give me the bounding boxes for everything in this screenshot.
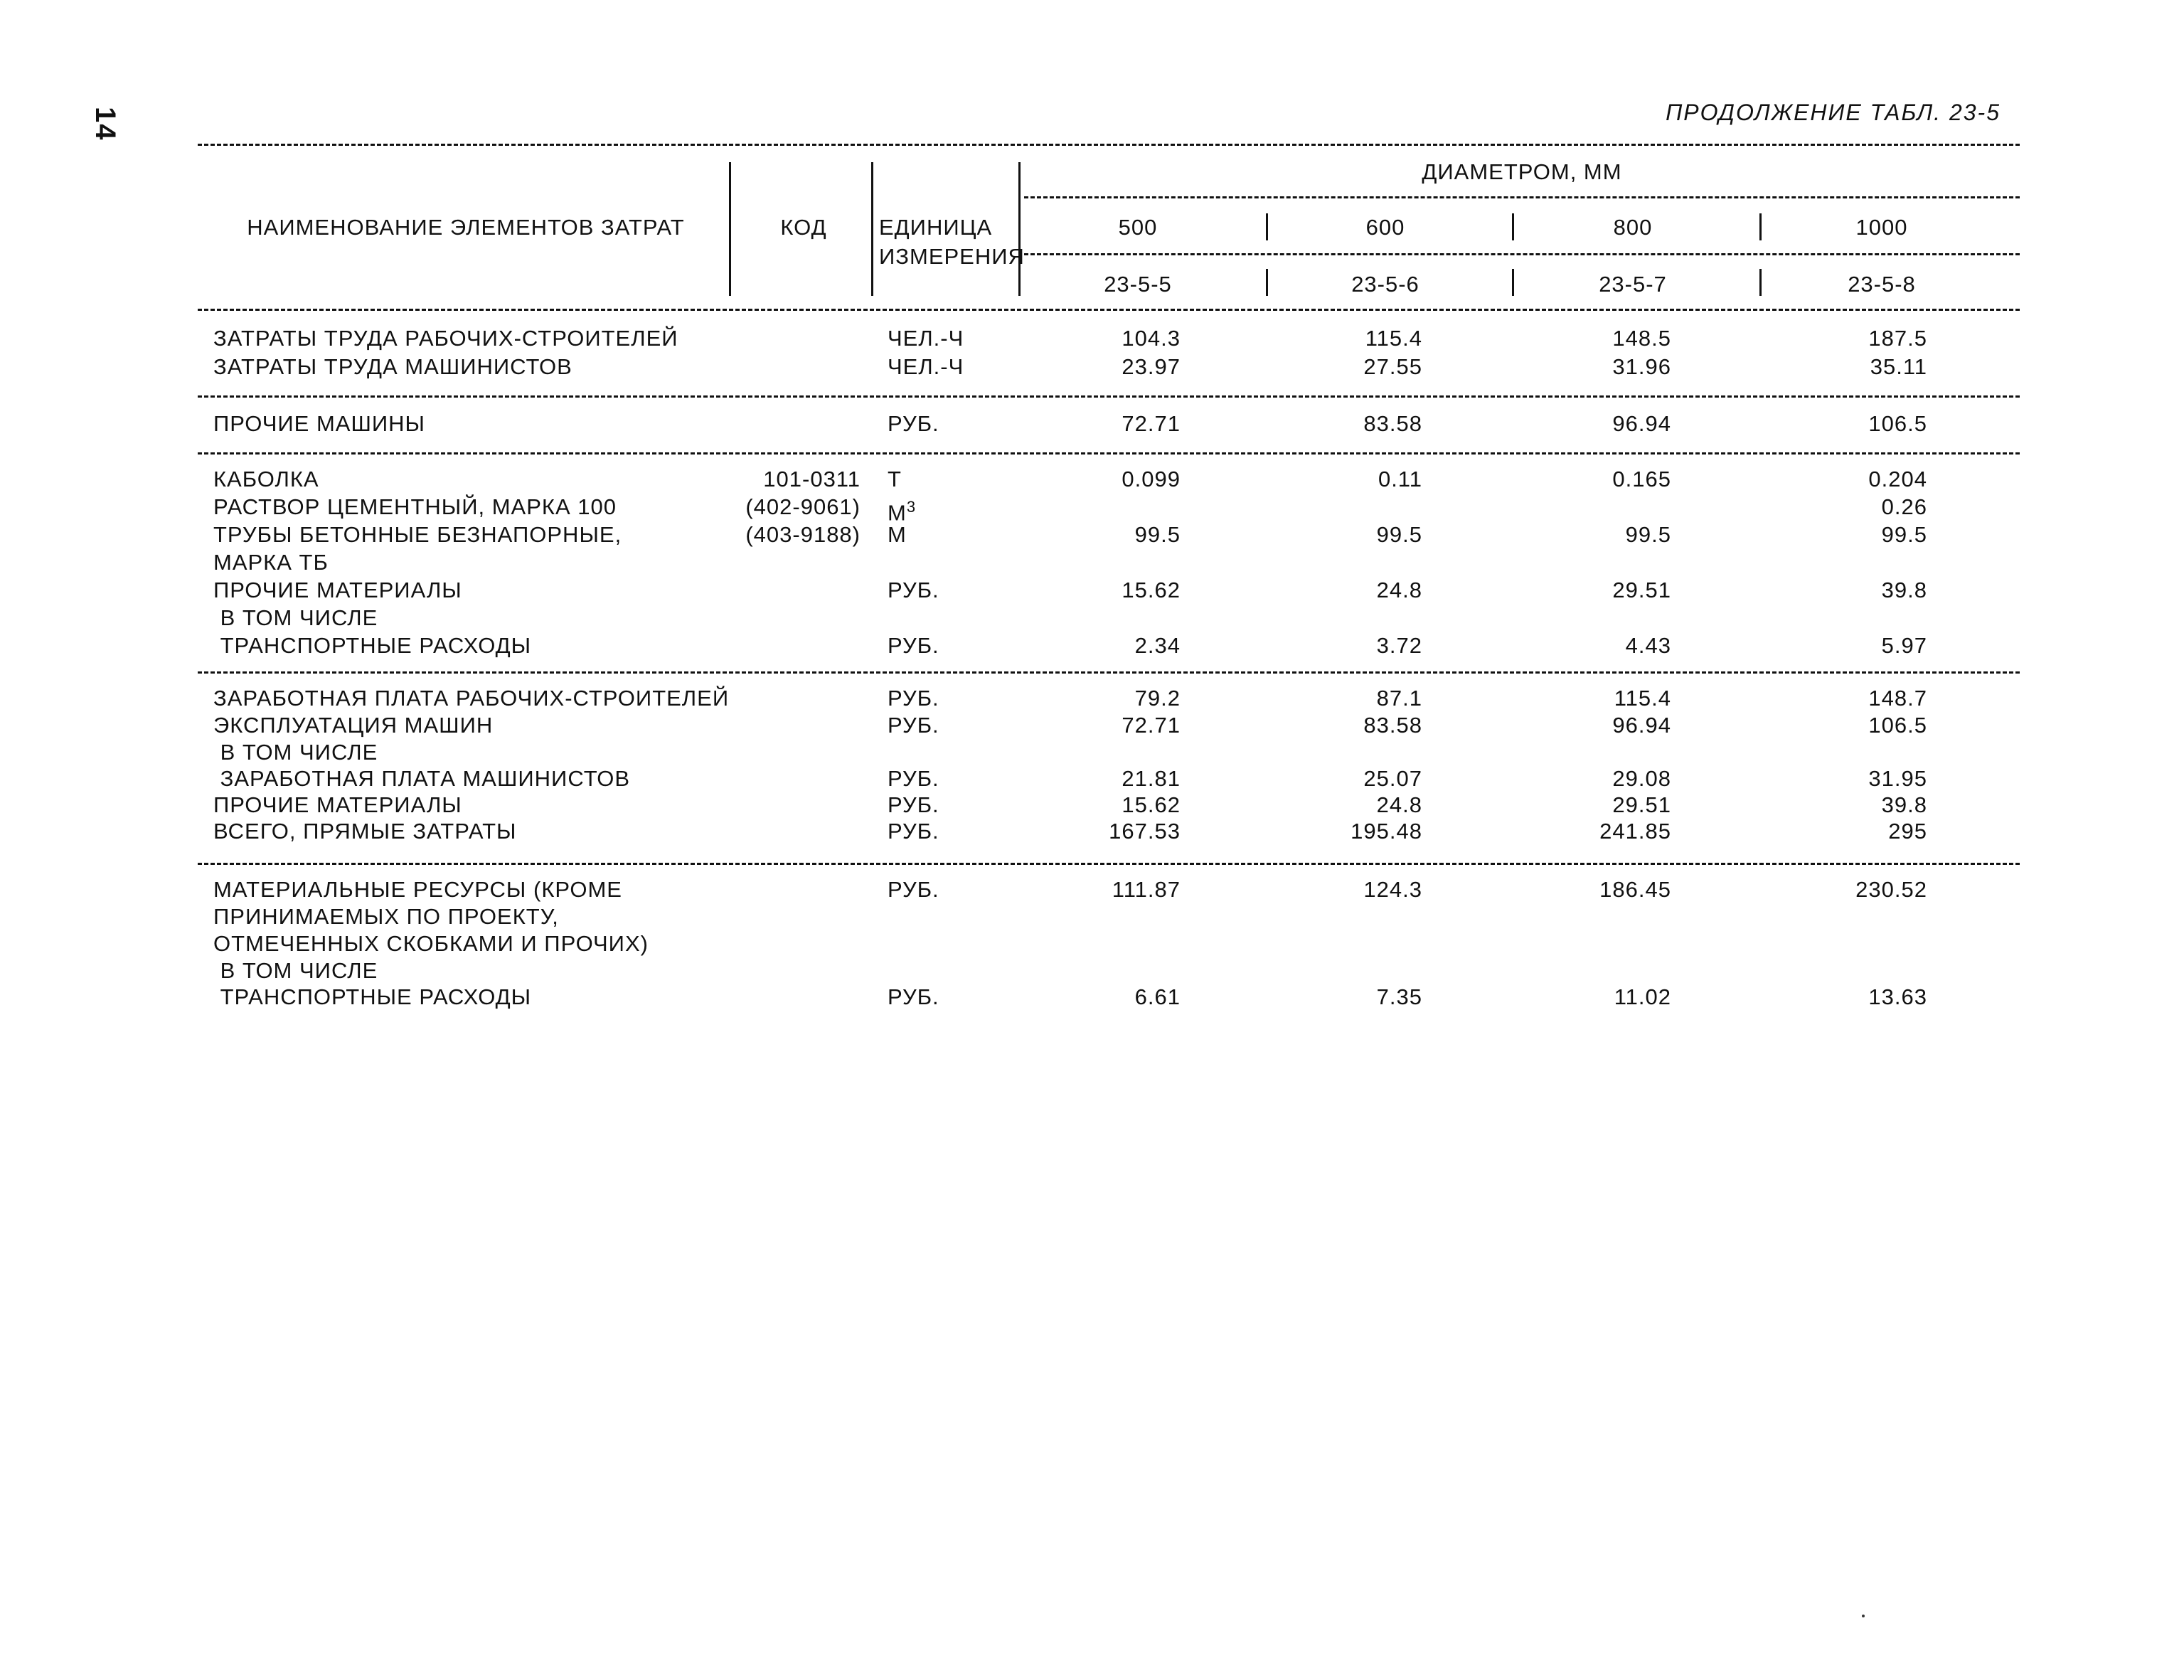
row-value: 35.11 — [1870, 354, 1927, 379]
row-unit — [888, 326, 964, 351]
row-value: 99.5 — [1376, 522, 1422, 547]
row-name: ПРОЧИЕ МАШИНЫ — [213, 411, 425, 436]
row-value: 0.204 — [1868, 467, 1927, 491]
row-value: 167.53 — [1109, 819, 1181, 844]
horizontal-rule — [198, 395, 2020, 398]
row-unit-text: РУБ. — [888, 411, 939, 436]
row-unit-text: РУБ. — [888, 686, 939, 711]
header-vertical-divider — [1018, 162, 1021, 296]
row-unit — [888, 819, 939, 844]
row-code: (403-9188) — [745, 522, 861, 547]
row-value: 187.5 — [1868, 326, 1927, 351]
header-vertical-divider — [1512, 213, 1514, 240]
row-name: ЗАРАБОТНАЯ ПЛАТА МАШИНИСТОВ — [213, 766, 631, 791]
row-unit-text: РУБ. — [888, 877, 939, 902]
row-value: 39.8 — [1881, 578, 1927, 602]
row-code: 101-0311 — [763, 467, 861, 491]
row-unit-text: РУБ. — [888, 792, 939, 817]
row-value: 2.34 — [1134, 633, 1181, 658]
row-value: 148.5 — [1612, 326, 1671, 351]
row-value: 27.55 — [1363, 354, 1422, 379]
row-name: ВСЕГО, ПРЯМЫЕ ЗАТРАТЫ — [213, 819, 517, 844]
row-unit-superscript: 3 — [906, 498, 917, 516]
row-unit-text: М — [888, 500, 907, 526]
row-value: 115.4 — [1614, 686, 1671, 711]
row-unit — [888, 984, 939, 1010]
row-unit — [888, 686, 939, 711]
row-unit-text: М — [888, 522, 907, 547]
row-unit — [888, 467, 902, 492]
row-unit — [888, 713, 939, 738]
header-diameter-group: ДИАМЕТРОМ, ММ — [1422, 159, 1622, 184]
row-name: МАТЕРИАЛЬНЫЕ РЕСУРСЫ (КРОМЕ — [213, 877, 622, 902]
row-unit — [888, 411, 939, 437]
row-value: 21.81 — [1122, 766, 1181, 791]
row-value: 72.71 — [1122, 713, 1181, 738]
page-number: 14 — [90, 107, 121, 142]
row-name: ЗАРАБОТНАЯ ПЛАТА РАБОЧИХ-СТРОИТЕЛЕЙ — [213, 686, 730, 711]
row-name: ПРИНИМАЕМЫХ ПО ПРОЕКТУ, — [213, 904, 559, 929]
header-name-column: НАИМЕНОВАНИЕ ЭЛЕМЕНТОВ ЗАТРАТ — [247, 215, 685, 240]
row-value: 186.45 — [1599, 877, 1671, 902]
scan-speck — [1862, 1615, 1865, 1617]
horizontal-rule — [198, 863, 2020, 865]
row-unit — [888, 792, 939, 818]
row-name: В ТОМ ЧИСЛЕ — [213, 958, 378, 983]
header-vertical-divider — [871, 162, 873, 296]
row-value: 148.7 — [1868, 686, 1927, 711]
header-group-rule — [1024, 196, 2020, 198]
row-name: ЭКСПЛУАТАЦИЯ МАШИН — [213, 713, 494, 738]
row-value: 99.5 — [1134, 522, 1181, 547]
row-value: 13.63 — [1868, 984, 1927, 1009]
row-unit-text: РУБ. — [888, 766, 939, 791]
row-unit-text: РУБ. — [888, 819, 939, 844]
row-value: 6.61 — [1134, 984, 1181, 1009]
row-value: 106.5 — [1868, 713, 1927, 738]
row-value: 195.48 — [1351, 819, 1422, 844]
row-name: ТРАНСПОРТНЫЕ РАСХОДЫ — [213, 984, 532, 1009]
row-name: ЗАТРАТЫ ТРУДА РАБОЧИХ-СТРОИТЕЛЕЙ — [213, 326, 678, 351]
horizontal-rule — [198, 309, 2020, 311]
table-continuation-heading: ПРОДОЛЖЕНИЕ ТАБЛ. 23-5 — [1666, 100, 2001, 125]
row-name: ТРУБЫ БЕТОННЫЕ БЕЗНАПОРНЫЕ, — [213, 522, 622, 547]
row-value: 83.58 — [1363, 411, 1422, 436]
row-value: 7.35 — [1376, 984, 1422, 1009]
header-vertical-divider — [1759, 269, 1762, 296]
header-code-column: КОД — [780, 215, 827, 240]
header-code-23-5-8: 23-5-8 — [1848, 272, 1916, 297]
row-value: 106.5 — [1868, 411, 1927, 436]
row-unit — [888, 633, 939, 659]
header-code-23-5-6: 23-5-6 — [1351, 272, 1419, 297]
row-value: 99.5 — [1881, 522, 1927, 547]
row-value: 295 — [1888, 819, 1927, 844]
row-value: 87.1 — [1376, 686, 1422, 711]
row-value: 83.58 — [1363, 713, 1422, 738]
row-unit — [888, 766, 939, 792]
row-value: 25.07 — [1363, 766, 1422, 791]
header-unit-column-line1: ЕДИНИЦА — [879, 215, 993, 240]
row-value: 29.51 — [1612, 792, 1671, 817]
row-value: 24.8 — [1376, 792, 1422, 817]
row-code: (402-9061) — [745, 494, 861, 519]
row-value: 31.96 — [1612, 354, 1671, 379]
row-unit — [888, 354, 964, 380]
row-name: ТРАНСПОРТНЫЕ РАСХОДЫ — [213, 633, 532, 658]
row-name: КАБОЛКА — [213, 467, 319, 491]
row-unit — [888, 494, 916, 526]
row-unit-text: РУБ. — [888, 578, 939, 602]
row-name: В ТОМ ЧИСЛЕ — [213, 605, 378, 630]
header-subrule — [1024, 253, 2020, 255]
row-value: 241.85 — [1599, 819, 1671, 844]
header-diameter-800: 800 — [1613, 215, 1653, 240]
row-value: 4.43 — [1625, 633, 1671, 658]
header-vertical-divider — [729, 162, 731, 296]
horizontal-rule — [198, 452, 2020, 454]
row-value: 23.97 — [1122, 354, 1181, 379]
row-value: 104.3 — [1122, 326, 1181, 351]
header-vertical-divider — [1512, 269, 1514, 296]
row-name: ПРОЧИЕ МАТЕРИАЛЫ — [213, 578, 462, 602]
row-value: 115.4 — [1365, 326, 1422, 351]
row-unit-text: РУБ. — [888, 713, 939, 738]
row-value: 0.099 — [1122, 467, 1181, 491]
row-value: 11.02 — [1614, 984, 1671, 1009]
horizontal-rule — [198, 671, 2020, 674]
row-value: 29.08 — [1612, 766, 1671, 791]
row-unit — [888, 578, 939, 603]
row-value: 99.5 — [1625, 522, 1671, 547]
row-unit — [888, 877, 939, 903]
row-name: ОТМЕЧЕННЫХ СКОБКАМИ И ПРОЧИХ) — [213, 931, 649, 956]
row-value: 24.8 — [1376, 578, 1422, 602]
row-unit-text: РУБ. — [888, 984, 939, 1009]
row-unit-text: РУБ. — [888, 633, 939, 658]
row-unit-text: ЧЕЛ.-Ч — [888, 326, 964, 351]
row-value: 0.26 — [1881, 494, 1927, 519]
row-value: 31.95 — [1868, 766, 1927, 791]
row-name: В ТОМ ЧИСЛЕ — [213, 740, 378, 765]
row-value: 5.97 — [1881, 633, 1927, 658]
row-value: 3.72 — [1376, 633, 1422, 658]
row-unit-text: Т — [888, 467, 902, 491]
row-value: 29.51 — [1612, 578, 1671, 602]
row-value: 124.3 — [1363, 877, 1422, 902]
header-code-23-5-5: 23-5-5 — [1104, 272, 1172, 297]
row-name: РАСТВОР ЦЕМЕНТНЫЙ, МАРКА 100 — [213, 494, 617, 519]
header-vertical-divider — [1266, 269, 1268, 296]
horizontal-rule — [198, 144, 2020, 146]
header-vertical-divider — [1266, 213, 1268, 240]
header-diameter-1000: 1000 — [1855, 215, 1908, 240]
row-unit-text: ЧЕЛ.-Ч — [888, 354, 964, 379]
row-value: 111.87 — [1112, 877, 1181, 902]
row-name: МАРКА ТБ — [213, 550, 329, 575]
row-name: ПРОЧИЕ МАТЕРИАЛЫ — [213, 792, 462, 817]
row-value: 79.2 — [1134, 686, 1181, 711]
header-code-23-5-7: 23-5-7 — [1599, 272, 1667, 297]
header-unit-column-line2: ИЗМЕРЕНИЯ — [879, 244, 1025, 269]
row-value: 0.165 — [1612, 467, 1671, 491]
row-value: 72.71 — [1122, 411, 1181, 436]
row-value: 15.62 — [1122, 578, 1181, 602]
row-value: 0.11 — [1378, 467, 1422, 491]
header-diameter-600: 600 — [1365, 215, 1405, 240]
row-value: 96.94 — [1612, 713, 1671, 738]
header-diameter-500: 500 — [1118, 215, 1158, 240]
row-name: ЗАТРАТЫ ТРУДА МАШИНИСТОВ — [213, 354, 572, 379]
row-value: 15.62 — [1122, 792, 1181, 817]
header-vertical-divider — [1759, 213, 1762, 240]
row-unit — [888, 522, 907, 548]
row-value: 39.8 — [1881, 792, 1927, 817]
row-value: 96.94 — [1612, 411, 1671, 436]
row-value: 230.52 — [1855, 877, 1927, 902]
